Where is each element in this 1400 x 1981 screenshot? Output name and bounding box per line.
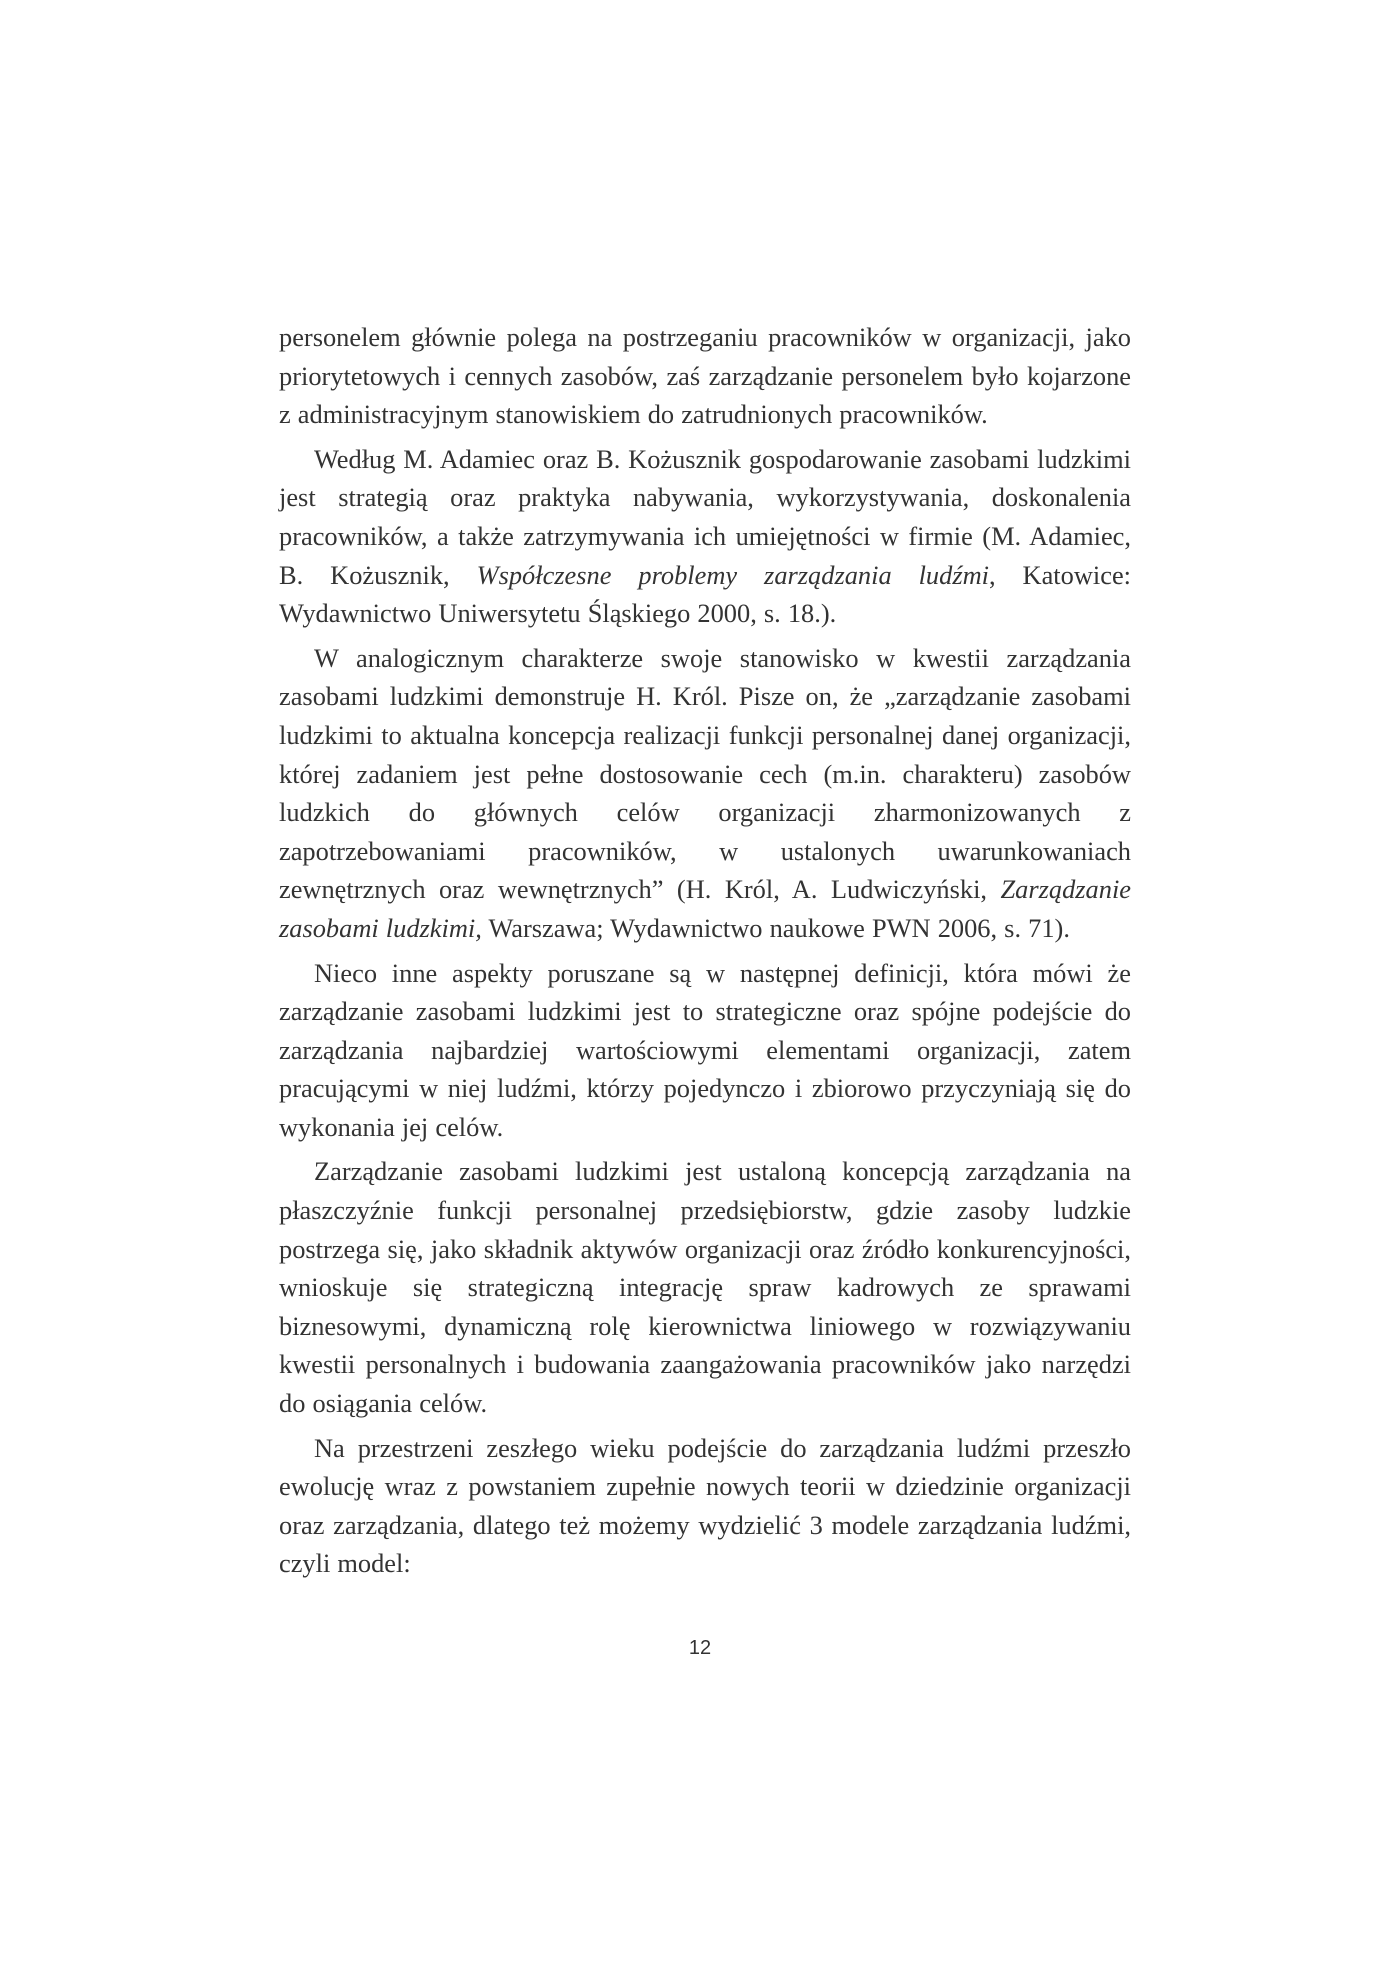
paragraph-text: personelem głównie polega na postrzeganiu pracowników w organizacji, jako priorytetowych i cennych zasobów, zaś zarządzanie personelem było kojarzone z administracyjnym stanowiskiem do zatrudnionych pracowników. — [279, 322, 1131, 430]
paragraph-text: Według M. Adamiec oraz B. Kożusznik gospodarowanie zasobami ludzkimi jest strategią oraz praktyka nabywania, wykorzystywania, doskonalenia pracowników, a także zatrzymywania ich umiejętności w firmie (M. Adamiec, B. Kożusznik, — [279, 443, 1131, 590]
paragraph-text: Warszawa; Wydawnictwo naukowe PWN 2006, s. 71). — [481, 912, 1070, 943]
book-title: Zarządzanie zasobami ludzkimi, — [279, 874, 1131, 943]
book-title: Współczesne problemy zarządzania ludźmi — [476, 559, 989, 590]
paragraph-text: , Katowice: Wydawnictwo Uniwersytetu Śląskiego 2000, s. 18.). — [279, 559, 1131, 629]
paragraph-6 — [279, 1429, 1131, 1583]
paragraph-2 — [279, 440, 1131, 633]
body-text — [279, 318, 1131, 1589]
paragraph-text: Zarządzanie zasobami ludzkimi jest ustaloną koncepcją zarządzania na płaszczyźnie funkcji personalnej przedsiębiorstw, gdzie zasoby ludzkie postrzega się, jako składnik aktywów organizacji oraz źródło konkurencyjności, wnioskuje się strategiczną integrację spraw kadrowych ze sprawami biznesowymi, dynamiczną rolę kierownictwa liniowego w rozwiązywaniu kwestii personalnych i budowania zaangażowania pracowników jako narzędzi do osiągania celów. — [279, 1156, 1131, 1419]
paragraph-3 — [279, 639, 1131, 948]
paragraph-5 — [279, 1152, 1131, 1422]
paragraph-text: W analogicznym charakterze swoje stanowisko w kwestii zarządzania zasobami ludzkimi demonstruje H. Król. Pisze on, że „zarządzanie zasobami ludzkimi to aktualna koncepcja realizacji funkcji personalnej danej organizacji, której zadaniem jest pełne dostosowanie cech (m.in. charakteru) zasobów ludzkich do głównych celów organizacji zharmonizowanych z zapotrzebowaniami pracowników, w ustalonych uwarunkowaniach zewnętrznych oraz wewnętrznych” (H. Król, A. Ludwiczyński, — [279, 642, 1131, 905]
paragraph-text: Nieco inne aspekty poruszane są w następnej definicji, która mówi że zarządzanie zasobami ludzkimi jest to strategiczne oraz spójne podejście do zarządzania najbardziej wartościowymi elementami organizacji, zatem pracującymi w niej ludźmi, którzy pojedynczo i zbiorowo przyczyniają się do wykonania jej celów. — [279, 957, 1131, 1142]
paragraph-text: Na przestrzeni zeszłego wieku podejście do zarządzania ludźmi przeszło ewolucję wraz z powstaniem zupełnie nowych teorii w dziedzinie organizacji oraz zarządzania, dlatego też możemy wydzielić 3 modele zarządzania ludźmi, czyli model: — [279, 1432, 1131, 1579]
paragraph-1 — [279, 318, 1131, 434]
page-number: 12 — [688, 1637, 712, 1659]
paragraph-4 — [279, 954, 1131, 1147]
